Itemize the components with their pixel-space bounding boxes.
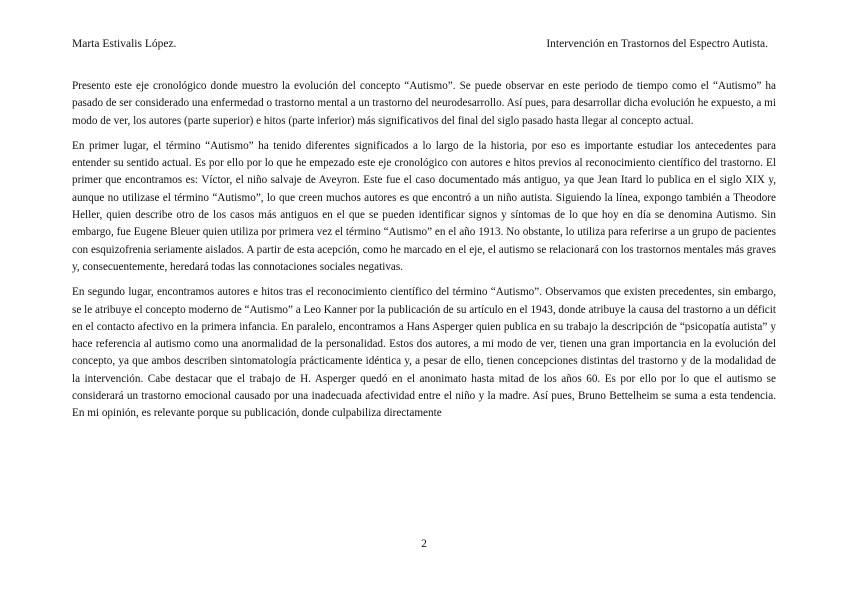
page-number: 2 — [421, 538, 427, 550]
header-title: Intervención en Trastornos del Espectro Autista. — [546, 38, 768, 50]
header-author: Marta Estivalis López. — [72, 38, 177, 50]
paragraph-1: Presento este eje cronológico donde muestro la evolución del concepto “Autismo”. Se puede observar en este periodo de tiempo como el “Autismo” ha pasado de ser considerado una enfermedad o trastorno mental a un trastorno del neurodesarrollo. Así pues, para desarrollar dicha evolución he expuesto, a mi modo de ver, los autores (parte superior) e hitos (parte inferior) más significativos del final del siglo pasado hasta llegar al concepto actual. — [72, 80, 776, 127]
paragraph-2: En primer lugar, el término “Autismo” ha tenido diferentes significados a lo largo de la historia, por eso es importante estudiar los antecedentes para entender su sentido actual. Es por ello por lo que he empezado este eje cronológico con autores e hitos previos al reconocimiento científico del trastorno. El primer que encontramos es: Víctor, el niño salvaje de Aveyron. Este fue el caso documentado más antiguo, ya que Jean Itard lo publica en el siglo XIX y, aunque no utilizase el término “Autismo”, lo que creen muchos autores es que encontró a un niño autista. Siguiendo la línea, expongo también a Theodore Heller, quien describe otro de los casos más antiguos en el que se pueden identificar signos y síntomas de lo que hoy en día se denomina Autismo. Sin embargo, fue Eugene Bleuer quien utiliza por primera vez el término “Autismo” en el año 1913. No obstante, lo utiliza para referirse a un grupo de pacientes con esquizofrenia seriamente aislados. A partir de esta acepción, como he marcado en el eje, el autismo se relacionará con los trastornos mentales más graves y, consecuentemente, heredará todas las connotaciones sociales negativas. — [72, 139, 776, 273]
paragraph-3: En segundo lugar, encontramos autores e hitos tras el reconocimiento científico del término “Autismo”. Observamos que existen precedentes, sin embargo, se le atribuye el concepto moderno de “Autismo” a Leo Kanner por la publicación de su artículo en el 1943, donde atribuye la causa del trastorno a un déficit en el contacto afectivo en la primera infancia. En paralelo, encontramos a Hans Asperger quien publica en su trabajo la descripción de “psicopatía autista” y hace referencia al autismo como una anormalidad de la personalidad. Estos dos autores, a mi modo de ver, tienen una gran importancia en la evolución del concepto, ya que ambos describen sintomatología prácticamente idéntica y, a pesar de ello, tienen concepciones distintas del trastorno y de la modalidad de la intervención. Cabe destacar que el trabajo de H. Asperger quedó en el anonimato hasta mitad de los años 60. Es por ello por lo que el autismo se considerará un trastorno emocional causado por una inadecuada afectividad entre el niño y la madre. Así pues, Bruno Bettelheim se suma a esta tendencia. En mi opinión, es relevante porque su publicación, donde culpabiliza directamente — [72, 286, 776, 420]
body-text — [72, 78, 776, 431]
